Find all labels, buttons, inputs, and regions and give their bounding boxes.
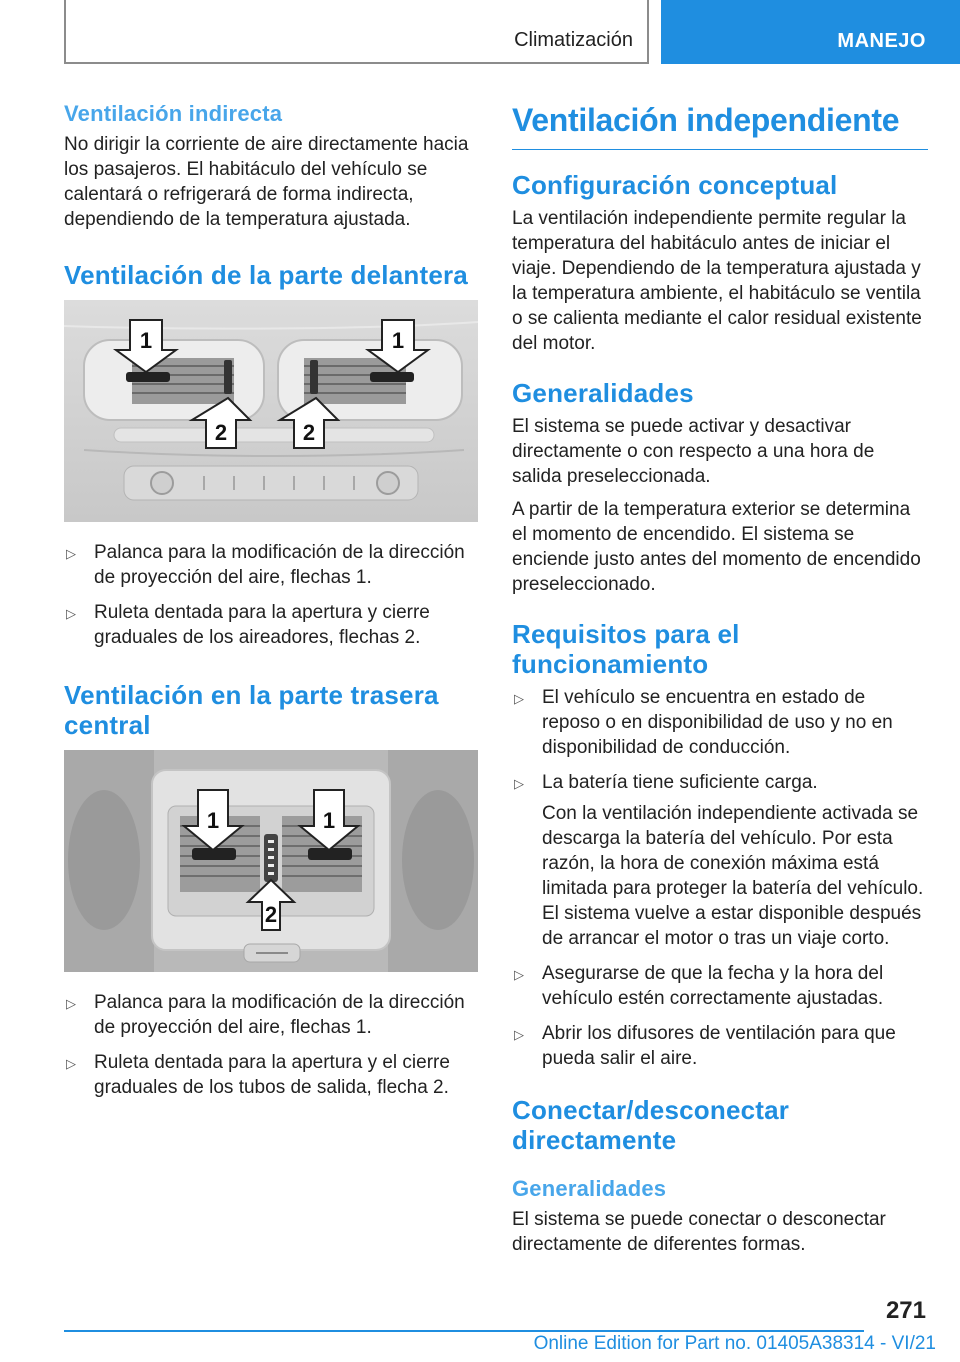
list-item: ▷ Palanca para la modificación de la dirección de proyección del aire, flechas 1. bbox=[66, 542, 465, 588]
triangle-right-icon: ▷ bbox=[66, 606, 76, 621]
rear-ventilation-heading: Ventilación en la parte trasera central bbox=[64, 680, 439, 740]
header-section-tab bbox=[64, 0, 649, 64]
direct-general-text: El sistema se puede conectar o desconectar directamente de diferentes formas. bbox=[512, 1209, 886, 1255]
header-chapter-title: MANEJO bbox=[837, 30, 926, 52]
right-column bbox=[512, 100, 928, 1265]
concept-heading: Configuración conceptual bbox=[512, 170, 838, 200]
rear-vents-figure bbox=[64, 750, 478, 972]
triangle-right-icon: ▷ bbox=[66, 546, 76, 561]
battery-note: Con la ventilación independiente activada se descarga la batería del vehículo. Por esta razón, la hora de conexión máxima está limitada para proteger la batería del vehículo. El sistema vuelve a estar disponible después de arrancar el motor o tras un viaje corto. bbox=[542, 803, 924, 949]
list-item: ▷ Ruleta dentada para la apertura y cierre graduales de los aireadores, flechas 2. bbox=[66, 602, 430, 648]
footer-edition: Online Edition for Part no. 01405A38314 - VI/21 bbox=[533, 1333, 936, 1354]
rear-label-1-right: 1 bbox=[322, 808, 336, 833]
direct-general-subheading: Generalidades bbox=[512, 1176, 667, 1201]
list-item: ▷ Abrir los difusores de ventilación para que pueda salir el aire. bbox=[514, 1023, 896, 1069]
general-text-2: A partir de la temperatura exterior se determina el momento de encendido. El sistema se enciende justo antes del momento de encendido preseleccionado. bbox=[512, 499, 921, 595]
general-heading: Generalidades bbox=[512, 378, 694, 408]
list-item: ▷ El vehículo se encuentra en estado de reposo o en disponibilidad de uso y no en disponibilidad de conducción. bbox=[514, 687, 893, 758]
left-column bbox=[64, 100, 478, 1110]
indirect-ventilation-heading: Ventilación indirecta bbox=[64, 101, 283, 126]
general-text-1: El sistema se puede activar y desactivar directamente o con respecto a una hora de salida preseleccionada. bbox=[512, 416, 875, 487]
front-label-1-left: 1 bbox=[139, 328, 153, 353]
direct-switch-heading: Conectar/desconectar directamente bbox=[512, 1095, 790, 1155]
independent-ventilation-heading: Ventilación independiente bbox=[512, 100, 928, 150]
list-item: ▷ Ruleta dentada para la apertura y el cierre graduales de los tubos de salida, flecha 2. bbox=[66, 1052, 450, 1098]
header-section-title: Climatización bbox=[514, 29, 633, 51]
front-ventilation-list bbox=[64, 540, 478, 650]
front-label-1-right: 1 bbox=[391, 328, 405, 353]
triangle-right-icon: ▷ bbox=[514, 691, 524, 706]
rear-ventilation-list bbox=[64, 990, 478, 1100]
triangle-right-icon: ▷ bbox=[514, 967, 524, 982]
front-vents-figure bbox=[64, 300, 478, 522]
list-item: ▷ Asegurarse de que la fecha y la hora del vehículo estén correctamente ajustadas. bbox=[514, 963, 884, 1009]
footer-rule bbox=[64, 1330, 864, 1332]
front-label-2-right: 2 bbox=[302, 420, 316, 445]
triangle-right-icon: ▷ bbox=[514, 776, 524, 791]
page-number: 271 bbox=[885, 1297, 926, 1324]
triangle-right-icon: ▷ bbox=[514, 1027, 524, 1042]
requirements-list bbox=[512, 685, 928, 1071]
rear-label-2: 2 bbox=[264, 902, 278, 927]
triangle-right-icon: ▷ bbox=[66, 1056, 76, 1071]
indirect-ventilation-text: No dirigir la corriente de aire directamente hacia los pasajeros. El habitáculo del vehículo se calentará o refrigerará de forma indirecta, dependiendo de la temperatura ajustada. bbox=[64, 134, 469, 230]
requirements-heading: Requisitos para el funcionamiento bbox=[512, 619, 740, 679]
header-chapter-tab bbox=[661, 0, 960, 64]
triangle-right-icon: ▷ bbox=[66, 996, 76, 1011]
list-item: ▷ Palanca para la modificación de la dirección de proyección del aire, flechas 1. bbox=[66, 992, 465, 1038]
front-ventilation-heading: Ventilación de la parte delantera bbox=[64, 260, 468, 290]
list-item: ▷ La batería tiene suficiente carga. Con la ventilación independiente activada se descarga la batería del vehículo. Por esta razón, la hora de conexión máxima está limitada para proteger la batería del vehículo. El sistema vuelve a estar disponible después de arrancar el motor o tras un viaje corto. bbox=[512, 770, 928, 951]
front-label-2-left: 2 bbox=[214, 420, 228, 445]
rear-label-1-left: 1 bbox=[206, 808, 220, 833]
concept-text: La ventilación independiente permite regular la temperatura del habitáculo antes de iniciar el viaje. Dependiendo de la temperatura ajustada y la temperatura ambiente, el habitáculo se ventila o se calienta mediante el calor residual existente del motor. bbox=[512, 208, 922, 354]
